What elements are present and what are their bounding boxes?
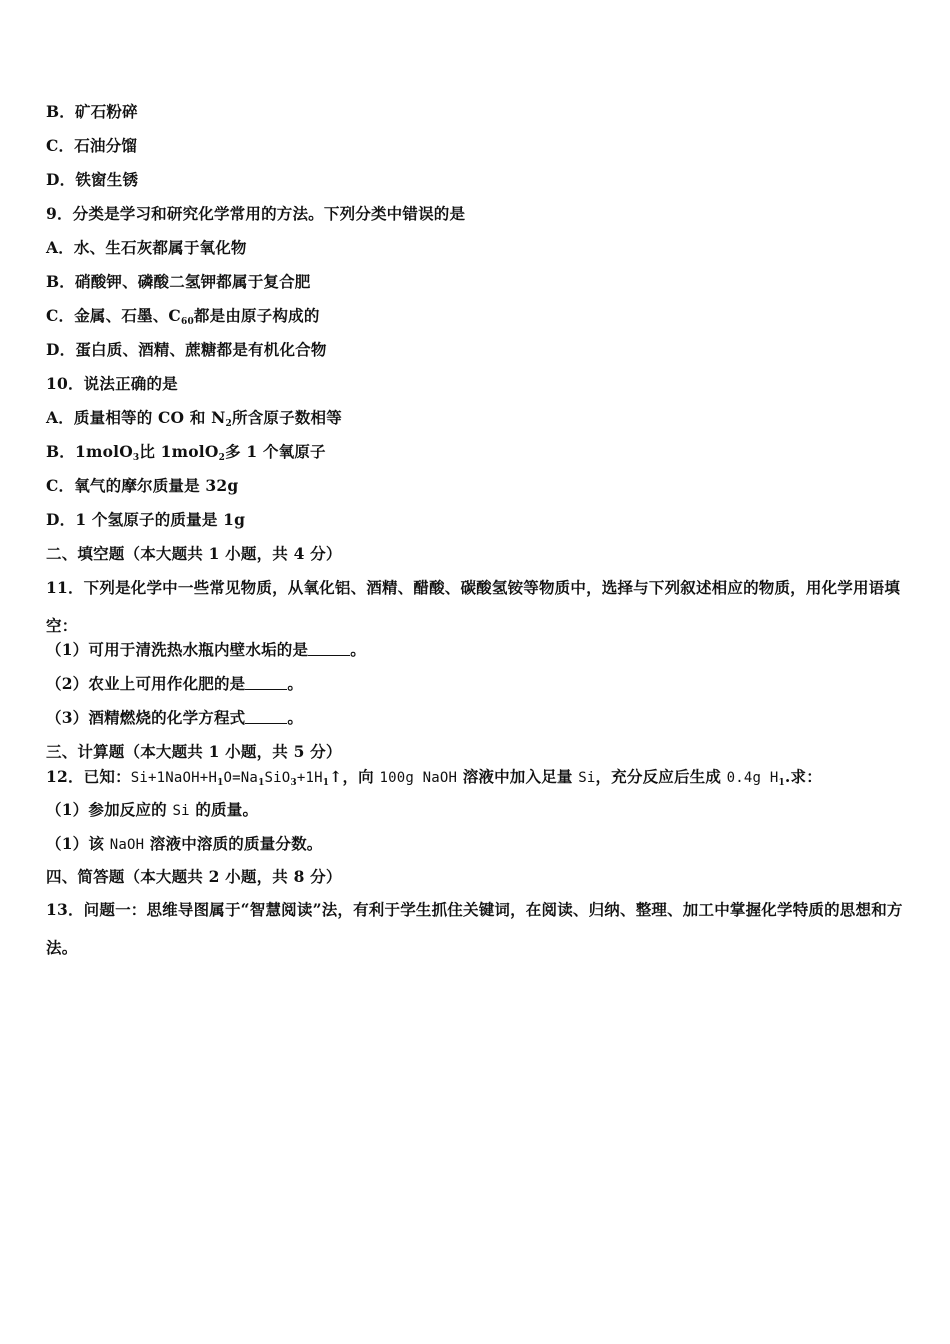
answer-blank[interactable] <box>245 675 287 690</box>
q12-h-sub: 1 <box>778 778 785 788</box>
q12-part-2-text: （1）该 <box>46 834 110 853</box>
q12-equation-sub-2: 1 <box>258 778 265 788</box>
q10-option-a <box>46 408 342 434</box>
q12-stem-d: ，充分反应后生成 <box>595 767 727 786</box>
q10-option-c: C．氧气的摩尔质量是 32g <box>46 476 239 495</box>
q11-part-2 <box>46 674 303 694</box>
q12-equation-sub-1: 1 <box>217 778 224 788</box>
q12-equation-sub-3: 3 <box>290 778 297 788</box>
q9-option-c-subscript: 60 <box>180 317 194 327</box>
q11-stem: 11．下列是化学中一些常见物质，从氧化铝、酒精、醋酸、碳酸氢铵等物质中，选择与下列叙述相应的物质，用化学用语填空： <box>46 578 901 635</box>
q12-stem <box>46 767 822 793</box>
q11-part-2-end: 。 <box>287 674 304 693</box>
q12-part-1-tail: 的质量。 <box>189 800 259 819</box>
q12-part-2 <box>46 834 323 855</box>
q9-option-c-text-tail: 都是由原子构成的 <box>193 306 320 325</box>
q9-option-c <box>46 306 320 332</box>
q10-option-a-subscript: 2 <box>225 419 232 429</box>
q8-option-b: B．矿石粉碎 <box>46 102 138 121</box>
q12-equation-sub-4: 1 <box>322 778 330 788</box>
q11-part-3-text: （3）酒精燃烧的化学方程式 <box>46 708 246 727</box>
q11-part-3-end: 。 <box>287 708 304 727</box>
q9-option-b: B．硝酸钾、磷酸二氢钾都属于复合肥 <box>46 272 311 291</box>
q12-part-1-si: Si <box>172 803 190 819</box>
q10-option-b-text-3: 多 1 个氧原子 <box>225 442 326 461</box>
q9-stem: 9．分类是学习和研究化学常用的方法。下列分类中错误的是 <box>46 204 466 223</box>
q12-h-amount: 0.4g H <box>726 770 779 786</box>
q12-equation-1: Si+1NaOH+H <box>130 770 218 786</box>
q12-stem-c: 溶液中加入足量 <box>457 767 579 786</box>
q12-si: Si <box>578 770 596 786</box>
section-3-title: 三、计算题（本大题共 1 小题，共 5 分） <box>46 742 342 761</box>
q10-stem: 10．说法正确的是 <box>46 374 178 393</box>
gas-arrow: ↑ <box>329 767 343 786</box>
q12-equation-4: +1H <box>296 770 323 786</box>
q9-option-c-text: C．金属、石墨、C <box>46 306 181 325</box>
q12-equation-3: SiO <box>264 770 291 786</box>
q10-option-a-text: A．质量相等的 CO 和 N <box>46 408 226 427</box>
q10-option-b-subscript-2: 2 <box>218 453 226 463</box>
q10-option-b-subscript-1: 3 <box>132 453 140 463</box>
q11-part-1-end: 。 <box>350 640 366 659</box>
section-2-title: 二、填空题（本大题共 1 小题，共 4 分） <box>46 544 342 563</box>
q12-stem-lead: 12．已知： <box>46 767 131 786</box>
q9-option-a: A．水、生石灰都属于氧化物 <box>46 238 247 257</box>
answer-blank[interactable] <box>245 709 287 724</box>
q8-option-d: D．铁窗生锈 <box>46 170 139 189</box>
q10-option-b-text-2: 比 1molO <box>139 442 219 461</box>
q10-option-b <box>46 442 326 468</box>
q11-part-1-text: （1）可用于清洗热水瓶内壁水垢的是 <box>46 640 309 659</box>
q12-stem-b: ，向 <box>342 767 380 786</box>
q9-option-d: D．蛋白质、酒精、蔗糖都是有机化合物 <box>46 340 327 359</box>
q12-equation-2: O=Na <box>223 770 259 786</box>
q12-amount: 100g NaOH <box>379 770 458 786</box>
q13-stem: 13．问题一：思维导图属于“智慧阅读”法，有利于学生抓住关键词，在阅读、归纳、整理、加工中掌握化学特质的思想和方法。 <box>46 900 903 957</box>
section-4-title: 四、简答题（本大题共 2 小题，共 8 分） <box>46 867 342 886</box>
q11-part-1 <box>46 640 366 660</box>
q12-stem-e: .求： <box>784 767 822 786</box>
q12-part-1-text: （1）参加反应的 <box>46 800 173 819</box>
q10-option-b-text-1: B．1molO <box>46 442 133 461</box>
q12-part-1 <box>46 800 258 821</box>
q11-part-3 <box>46 708 303 728</box>
q10-option-a-text-tail: 所含原子数相等 <box>232 408 342 427</box>
q10-option-d: D．1 个氢原子的质量是 1g <box>46 510 246 529</box>
answer-blank[interactable] <box>308 641 350 656</box>
q12-part-2-tail: 溶液中溶质的质量分数。 <box>144 834 323 853</box>
q8-option-c: C．石油分馏 <box>46 136 138 155</box>
q11-part-2-text: （2）农业上可用作化肥的是 <box>46 674 246 693</box>
q12-part-2-naoh: NaOH <box>109 837 145 853</box>
